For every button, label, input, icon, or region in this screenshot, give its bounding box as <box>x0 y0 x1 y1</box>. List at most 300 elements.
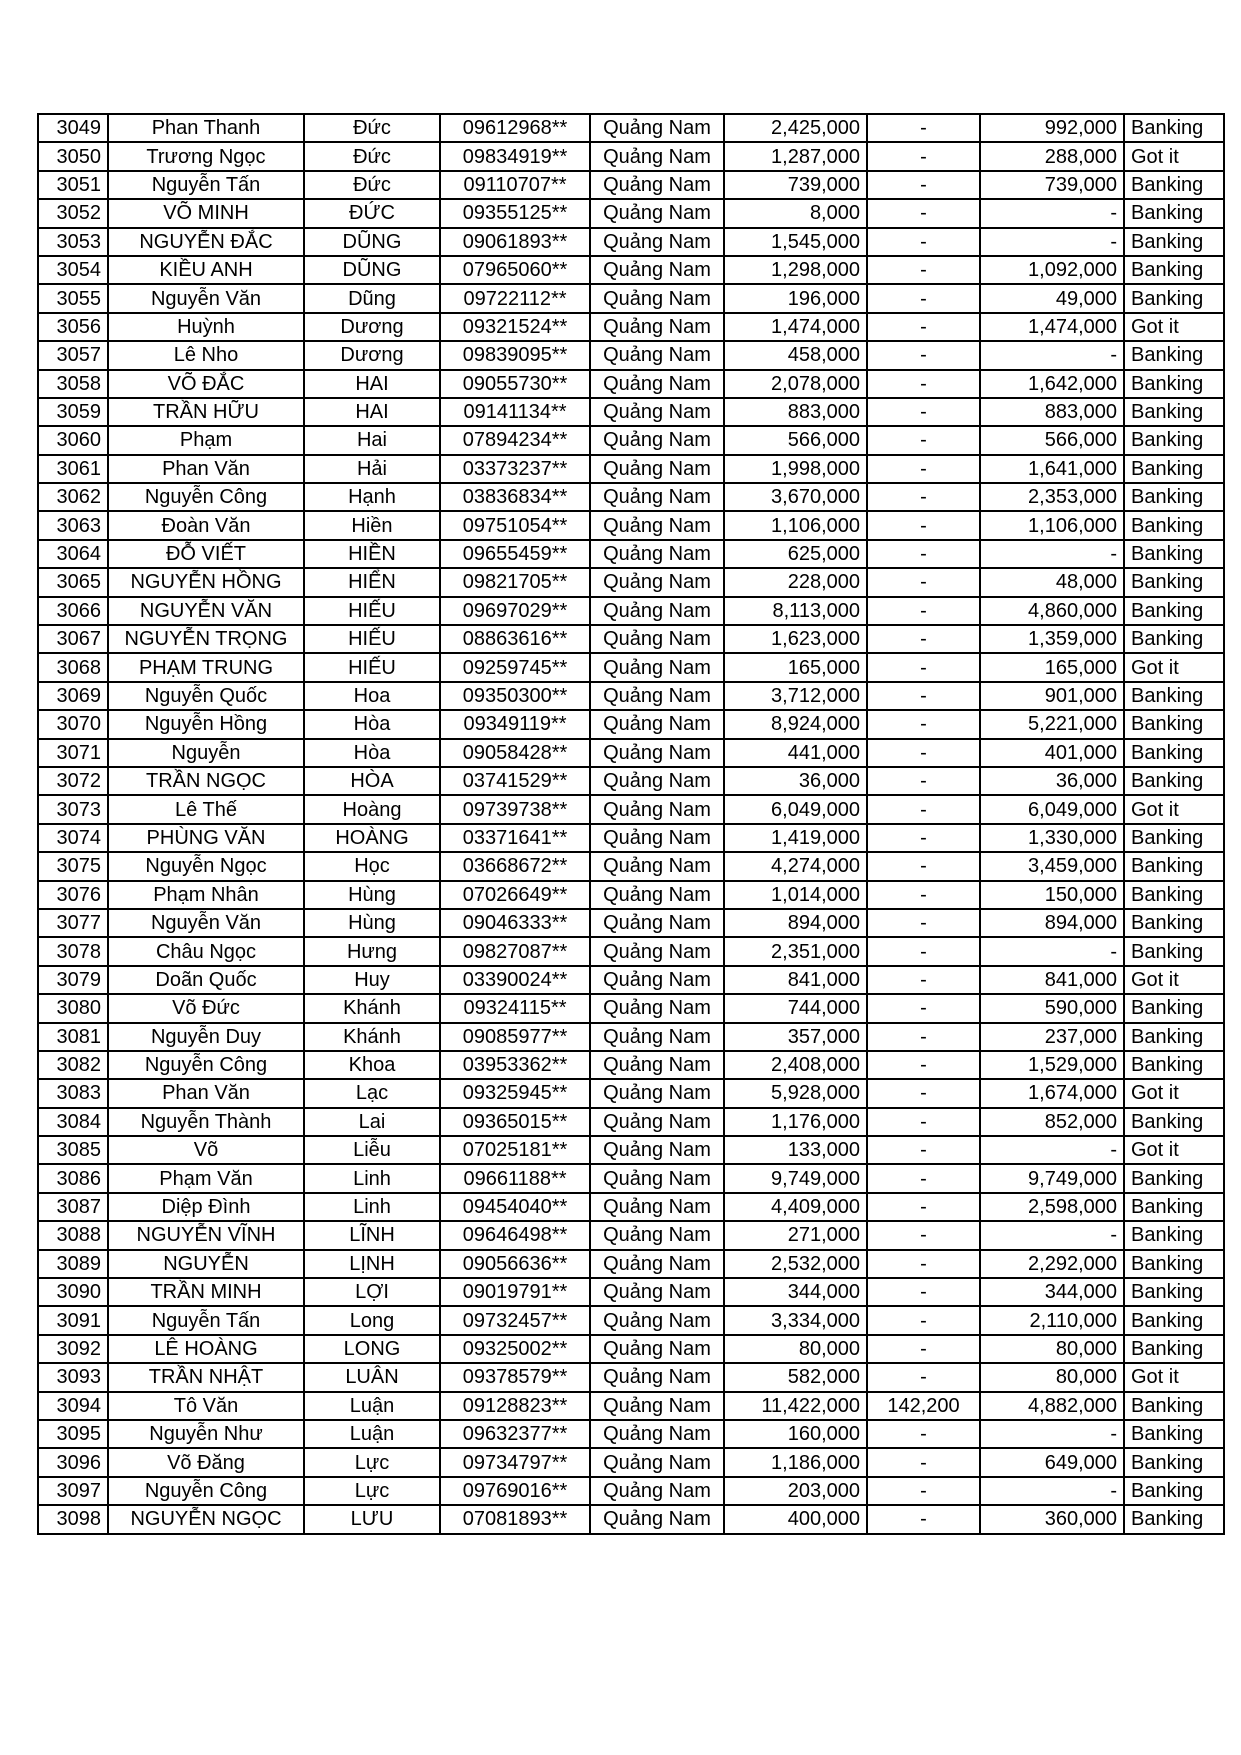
last-name-cell: HOÀNG <box>304 824 440 852</box>
table-row <box>38 937 1224 965</box>
amount-cell: 1,287,000 <box>724 142 867 170</box>
row-number: 3098 <box>38 1505 108 1533</box>
method-cell: Banking <box>1124 483 1224 511</box>
table-row <box>38 881 1224 909</box>
table-row <box>38 284 1224 312</box>
phone-cell: 09632377** <box>440 1420 590 1448</box>
method-cell: Banking <box>1124 341 1224 369</box>
province-cell: Quảng Nam <box>590 1335 724 1363</box>
paid-cell: 49,000 <box>980 284 1124 312</box>
province-cell: Quảng Nam <box>590 824 724 852</box>
table-row <box>38 341 1224 369</box>
last-name-cell: LỢI <box>304 1278 440 1306</box>
province-cell: Quảng Nam <box>590 426 724 454</box>
paid-cell: 1,092,000 <box>980 256 1124 284</box>
paid-cell: - <box>980 1221 1124 1249</box>
amount-cell: 228,000 <box>724 568 867 596</box>
table-row <box>38 1079 1224 1107</box>
paid-cell: 6,049,000 <box>980 795 1124 823</box>
method-cell: Banking <box>1124 739 1224 767</box>
first-name-cell: ĐỖ VIẾT <box>108 540 304 568</box>
province-cell: Quảng Nam <box>590 1420 724 1448</box>
first-name-cell: Huỳnh <box>108 313 304 341</box>
table-row <box>38 483 1224 511</box>
deduction-cell: - <box>867 767 980 795</box>
payout-table <box>37 113 1225 1535</box>
last-name-cell: Khánh <box>304 1023 440 1051</box>
phone-cell: 09655459** <box>440 540 590 568</box>
last-name-cell: HAI <box>304 370 440 398</box>
table-row <box>38 597 1224 625</box>
paid-cell: 901,000 <box>980 682 1124 710</box>
row-number: 3086 <box>38 1164 108 1192</box>
deduction-cell: - <box>867 1448 980 1476</box>
paid-cell: 852,000 <box>980 1108 1124 1136</box>
province-cell: Quảng Nam <box>590 767 724 795</box>
row-number: 3056 <box>38 313 108 341</box>
province-cell: Quảng Nam <box>590 455 724 483</box>
last-name-cell: Luận <box>304 1392 440 1420</box>
row-number: 3084 <box>38 1108 108 1136</box>
method-cell: Banking <box>1124 1420 1224 1448</box>
amount-cell: 1,998,000 <box>724 455 867 483</box>
table-row <box>38 625 1224 653</box>
method-cell: Banking <box>1124 994 1224 1022</box>
province-cell: Quảng Nam <box>590 1505 724 1533</box>
table-row <box>38 114 1224 142</box>
paid-cell: 165,000 <box>980 653 1124 681</box>
first-name-cell: VÕ ĐẮC <box>108 370 304 398</box>
method-cell: Banking <box>1124 1250 1224 1278</box>
phone-cell: 09827087** <box>440 937 590 965</box>
table-row <box>38 795 1224 823</box>
method-cell: Banking <box>1124 1306 1224 1334</box>
method-cell: Banking <box>1124 1193 1224 1221</box>
province-cell: Quảng Nam <box>590 1221 724 1249</box>
table-row <box>38 1392 1224 1420</box>
last-name-cell: Huy <box>304 966 440 994</box>
row-number: 3053 <box>38 228 108 256</box>
phone-cell: 09349119** <box>440 710 590 738</box>
first-name-cell: Nguyễn Như <box>108 1420 304 1448</box>
last-name-cell: LUÂN <box>304 1363 440 1391</box>
paid-cell: - <box>980 1477 1124 1505</box>
table-row <box>38 228 1224 256</box>
last-name-cell: HIẾU <box>304 597 440 625</box>
last-name-cell: Đức <box>304 142 440 170</box>
province-cell: Quảng Nam <box>590 1250 724 1278</box>
paid-cell: 566,000 <box>980 426 1124 454</box>
first-name-cell: Lê Thế <box>108 795 304 823</box>
phone-cell: 03953362** <box>440 1051 590 1079</box>
last-name-cell: DŨNG <box>304 256 440 284</box>
method-cell: Got it <box>1124 795 1224 823</box>
row-number: 3088 <box>38 1221 108 1249</box>
amount-cell: 625,000 <box>724 540 867 568</box>
first-name-cell: Nguyễn Văn <box>108 909 304 937</box>
deduction-cell: - <box>867 682 980 710</box>
row-number: 3051 <box>38 171 108 199</box>
method-cell: Banking <box>1124 824 1224 852</box>
province-cell: Quảng Nam <box>590 1278 724 1306</box>
paid-cell: 48,000 <box>980 568 1124 596</box>
table-row <box>38 256 1224 284</box>
row-number: 3083 <box>38 1079 108 1107</box>
method-cell: Banking <box>1124 171 1224 199</box>
first-name-cell: NGUYỄN <box>108 1250 304 1278</box>
deduction-cell: - <box>867 1108 980 1136</box>
amount-cell: 203,000 <box>724 1477 867 1505</box>
deduction-cell: - <box>867 994 980 1022</box>
paid-cell: 80,000 <box>980 1363 1124 1391</box>
last-name-cell: Học <box>304 852 440 880</box>
table-row <box>38 1363 1224 1391</box>
deduction-cell: - <box>867 1193 980 1221</box>
method-cell: Banking <box>1124 114 1224 142</box>
amount-cell: 11,422,000 <box>724 1392 867 1420</box>
paid-cell: - <box>980 341 1124 369</box>
table-row <box>38 398 1224 426</box>
phone-cell: 09612968** <box>440 114 590 142</box>
paid-cell: 360,000 <box>980 1505 1124 1533</box>
table-row <box>38 682 1224 710</box>
first-name-cell: Võ Đăng <box>108 1448 304 1476</box>
row-number: 3090 <box>38 1278 108 1306</box>
first-name-cell: PHẠM TRUNG <box>108 653 304 681</box>
paid-cell: - <box>980 540 1124 568</box>
province-cell: Quảng Nam <box>590 852 724 880</box>
last-name-cell: HÒA <box>304 767 440 795</box>
first-name-cell: Võ Đức <box>108 994 304 1022</box>
last-name-cell: Hoa <box>304 682 440 710</box>
phone-cell: 09751054** <box>440 511 590 539</box>
deduction-cell: - <box>867 1278 980 1306</box>
amount-cell: 165,000 <box>724 653 867 681</box>
province-cell: Quảng Nam <box>590 710 724 738</box>
first-name-cell: TRẦN HỮU <box>108 398 304 426</box>
amount-cell: 458,000 <box>724 341 867 369</box>
row-number: 3063 <box>38 511 108 539</box>
amount-cell: 3,712,000 <box>724 682 867 710</box>
row-number: 3077 <box>38 909 108 937</box>
amount-cell: 4,274,000 <box>724 852 867 880</box>
row-number: 3097 <box>38 1477 108 1505</box>
paid-cell: 1,642,000 <box>980 370 1124 398</box>
table-row <box>38 1420 1224 1448</box>
table-row <box>38 1023 1224 1051</box>
first-name-cell: NGUYỄN VĨNH <box>108 1221 304 1249</box>
last-name-cell: Dũng <box>304 284 440 312</box>
table-row <box>38 199 1224 227</box>
amount-cell: 582,000 <box>724 1363 867 1391</box>
row-number: 3089 <box>38 1250 108 1278</box>
province-cell: Quảng Nam <box>590 1108 724 1136</box>
deduction-cell: - <box>867 653 980 681</box>
deduction-cell: - <box>867 370 980 398</box>
phone-cell: 09128823** <box>440 1392 590 1420</box>
deduction-cell: - <box>867 625 980 653</box>
row-number: 3058 <box>38 370 108 398</box>
paid-cell: 150,000 <box>980 881 1124 909</box>
paid-cell: 5,221,000 <box>980 710 1124 738</box>
table-row <box>38 313 1224 341</box>
row-number: 3062 <box>38 483 108 511</box>
last-name-cell: Long <box>304 1306 440 1334</box>
last-name-cell: Hải <box>304 455 440 483</box>
first-name-cell: Phan Văn <box>108 1079 304 1107</box>
row-number: 3061 <box>38 455 108 483</box>
first-name-cell: Trương Ngọc <box>108 142 304 170</box>
deduction-cell: - <box>867 341 980 369</box>
row-number: 3069 <box>38 682 108 710</box>
phone-cell: 09350300** <box>440 682 590 710</box>
last-name-cell: Lực <box>304 1448 440 1476</box>
last-name-cell: Hùng <box>304 881 440 909</box>
paid-cell: 4,860,000 <box>980 597 1124 625</box>
paid-cell: 1,641,000 <box>980 455 1124 483</box>
table-row <box>38 142 1224 170</box>
table-row <box>38 455 1224 483</box>
paid-cell: 9,749,000 <box>980 1164 1124 1192</box>
table-row <box>38 511 1224 539</box>
phone-cell: 09321524** <box>440 313 590 341</box>
last-name-cell: HAI <box>304 398 440 426</box>
phone-cell: 09058428** <box>440 739 590 767</box>
province-cell: Quảng Nam <box>590 199 724 227</box>
first-name-cell: Nguyễn Hồng <box>108 710 304 738</box>
amount-cell: 4,409,000 <box>724 1193 867 1221</box>
row-number: 3075 <box>38 852 108 880</box>
last-name-cell: LỊNH <box>304 1250 440 1278</box>
deduction-cell: - <box>867 426 980 454</box>
province-cell: Quảng Nam <box>590 1051 724 1079</box>
last-name-cell: HIỀN <box>304 540 440 568</box>
deduction-cell: - <box>867 909 980 937</box>
phone-cell: 09324115** <box>440 994 590 1022</box>
phone-cell: 09454040** <box>440 1193 590 1221</box>
first-name-cell: Nguyễn Thành <box>108 1108 304 1136</box>
method-cell: Banking <box>1124 256 1224 284</box>
deduction-cell: - <box>867 1505 980 1533</box>
deduction-cell: - <box>867 284 980 312</box>
province-cell: Quảng Nam <box>590 1477 724 1505</box>
paid-cell: 2,110,000 <box>980 1306 1124 1334</box>
paid-cell: 1,529,000 <box>980 1051 1124 1079</box>
phone-cell: 09046333** <box>440 909 590 937</box>
first-name-cell: PHÙNG VĂN <box>108 824 304 852</box>
amount-cell: 1,298,000 <box>724 256 867 284</box>
table-row <box>38 1250 1224 1278</box>
table-row <box>38 1278 1224 1306</box>
table-row <box>38 540 1224 568</box>
amount-cell: 1,186,000 <box>724 1448 867 1476</box>
row-number: 3067 <box>38 625 108 653</box>
method-cell: Banking <box>1124 284 1224 312</box>
method-cell: Banking <box>1124 540 1224 568</box>
deduction-cell: - <box>867 228 980 256</box>
amount-cell: 566,000 <box>724 426 867 454</box>
province-cell: Quảng Nam <box>590 1079 724 1107</box>
deduction-cell: - <box>867 1164 980 1192</box>
paid-cell: 80,000 <box>980 1335 1124 1363</box>
phone-cell: 09821705** <box>440 568 590 596</box>
amount-cell: 9,749,000 <box>724 1164 867 1192</box>
deduction-cell: - <box>867 1221 980 1249</box>
row-number: 3074 <box>38 824 108 852</box>
first-name-cell: Phạm Nhân <box>108 881 304 909</box>
deduction-cell: - <box>867 795 980 823</box>
row-number: 3060 <box>38 426 108 454</box>
phone-cell: 09722112** <box>440 284 590 312</box>
paid-cell: - <box>980 1136 1124 1164</box>
first-name-cell: Nguyễn Quốc <box>108 682 304 710</box>
first-name-cell: Nguyễn Công <box>108 1051 304 1079</box>
row-number: 3064 <box>38 540 108 568</box>
deduction-cell: - <box>867 1420 980 1448</box>
amount-cell: 36,000 <box>724 767 867 795</box>
method-cell: Banking <box>1124 597 1224 625</box>
table-row <box>38 852 1224 880</box>
method-cell: Got it <box>1124 1136 1224 1164</box>
first-name-cell: Nguyễn Công <box>108 1477 304 1505</box>
row-number: 3096 <box>38 1448 108 1476</box>
province-cell: Quảng Nam <box>590 341 724 369</box>
deduction-cell: - <box>867 511 980 539</box>
table-row <box>38 767 1224 795</box>
deduction-cell: - <box>867 313 980 341</box>
first-name-cell: Phạm <box>108 426 304 454</box>
first-name-cell: Tô Văn <box>108 1392 304 1420</box>
deduction-cell: - <box>867 1363 980 1391</box>
phone-cell: 09061893** <box>440 228 590 256</box>
method-cell: Banking <box>1124 228 1224 256</box>
method-cell: Banking <box>1124 398 1224 426</box>
table-row <box>38 1164 1224 1192</box>
first-name-cell: Nguyễn Tấn <box>108 1306 304 1334</box>
amount-cell: 1,176,000 <box>724 1108 867 1136</box>
amount-cell: 1,106,000 <box>724 511 867 539</box>
table-row <box>38 1108 1224 1136</box>
amount-cell: 196,000 <box>724 284 867 312</box>
last-name-cell: Linh <box>304 1193 440 1221</box>
amount-cell: 1,419,000 <box>724 824 867 852</box>
deduction-cell: - <box>867 142 980 170</box>
phone-cell: 09325945** <box>440 1079 590 1107</box>
deduction-cell: - <box>867 1306 980 1334</box>
amount-cell: 2,351,000 <box>724 937 867 965</box>
method-cell: Banking <box>1124 682 1224 710</box>
province-cell: Quảng Nam <box>590 739 724 767</box>
province-cell: Quảng Nam <box>590 994 724 1022</box>
deduction-cell: - <box>867 937 980 965</box>
paid-cell: 590,000 <box>980 994 1124 1022</box>
phone-cell: 09056636** <box>440 1250 590 1278</box>
first-name-cell: Châu Ngọc <box>108 937 304 965</box>
row-number: 3050 <box>38 142 108 170</box>
phone-cell: 09019791** <box>440 1278 590 1306</box>
row-number: 3094 <box>38 1392 108 1420</box>
deduction-cell: - <box>867 1250 980 1278</box>
province-cell: Quảng Nam <box>590 653 724 681</box>
province-cell: Quảng Nam <box>590 625 724 653</box>
phone-cell: 07026649** <box>440 881 590 909</box>
province-cell: Quảng Nam <box>590 966 724 994</box>
province-cell: Quảng Nam <box>590 682 724 710</box>
last-name-cell: Lai <box>304 1108 440 1136</box>
amount-cell: 80,000 <box>724 1335 867 1363</box>
row-number: 3071 <box>38 739 108 767</box>
phone-cell: 09697029** <box>440 597 590 625</box>
paid-cell: 401,000 <box>980 739 1124 767</box>
amount-cell: 133,000 <box>724 1136 867 1164</box>
paid-cell: - <box>980 199 1124 227</box>
first-name-cell: Diệp Đình <box>108 1193 304 1221</box>
phone-cell: 09355125** <box>440 199 590 227</box>
deduction-cell: - <box>867 1136 980 1164</box>
paid-cell: 36,000 <box>980 767 1124 795</box>
table-body <box>38 114 1224 1534</box>
method-cell: Banking <box>1124 1023 1224 1051</box>
method-cell: Banking <box>1124 710 1224 738</box>
province-cell: Quảng Nam <box>590 1392 724 1420</box>
table-row <box>38 1505 1224 1533</box>
paid-cell: 1,359,000 <box>980 625 1124 653</box>
province-cell: Quảng Nam <box>590 597 724 625</box>
last-name-cell: Hùng <box>304 909 440 937</box>
phone-cell: 09739738** <box>440 795 590 823</box>
table-row <box>38 909 1224 937</box>
method-cell: Banking <box>1124 511 1224 539</box>
last-name-cell: Hạnh <box>304 483 440 511</box>
phone-cell: 07965060** <box>440 256 590 284</box>
last-name-cell: Liễu <box>304 1136 440 1164</box>
province-cell: Quảng Nam <box>590 1363 724 1391</box>
first-name-cell: Lê Nho <box>108 341 304 369</box>
table-row <box>38 824 1224 852</box>
amount-cell: 357,000 <box>724 1023 867 1051</box>
row-number: 3095 <box>38 1420 108 1448</box>
deduction-cell: - <box>867 455 980 483</box>
amount-cell: 2,425,000 <box>724 114 867 142</box>
phone-cell: 09085977** <box>440 1023 590 1051</box>
table-row <box>38 568 1224 596</box>
last-name-cell: DŨNG <box>304 228 440 256</box>
phone-cell: 07025181** <box>440 1136 590 1164</box>
table-row <box>38 710 1224 738</box>
first-name-cell: Phan Văn <box>108 455 304 483</box>
phone-cell: 09325002** <box>440 1335 590 1363</box>
deduction-cell: - <box>867 1079 980 1107</box>
table-row <box>38 1335 1224 1363</box>
province-cell: Quảng Nam <box>590 1023 724 1051</box>
province-cell: Quảng Nam <box>590 256 724 284</box>
method-cell: Banking <box>1124 767 1224 795</box>
amount-cell: 744,000 <box>724 994 867 1022</box>
row-number: 3073 <box>38 795 108 823</box>
phone-cell: 09661188** <box>440 1164 590 1192</box>
last-name-cell: Dương <box>304 341 440 369</box>
amount-cell: 441,000 <box>724 739 867 767</box>
row-number: 3049 <box>38 114 108 142</box>
row-number: 3052 <box>38 199 108 227</box>
province-cell: Quảng Nam <box>590 1136 724 1164</box>
amount-cell: 1,623,000 <box>724 625 867 653</box>
deduction-cell: - <box>867 1477 980 1505</box>
amount-cell: 883,000 <box>724 398 867 426</box>
phone-cell: 09732457** <box>440 1306 590 1334</box>
phone-cell: 09769016** <box>440 1477 590 1505</box>
deduction-cell: - <box>867 568 980 596</box>
